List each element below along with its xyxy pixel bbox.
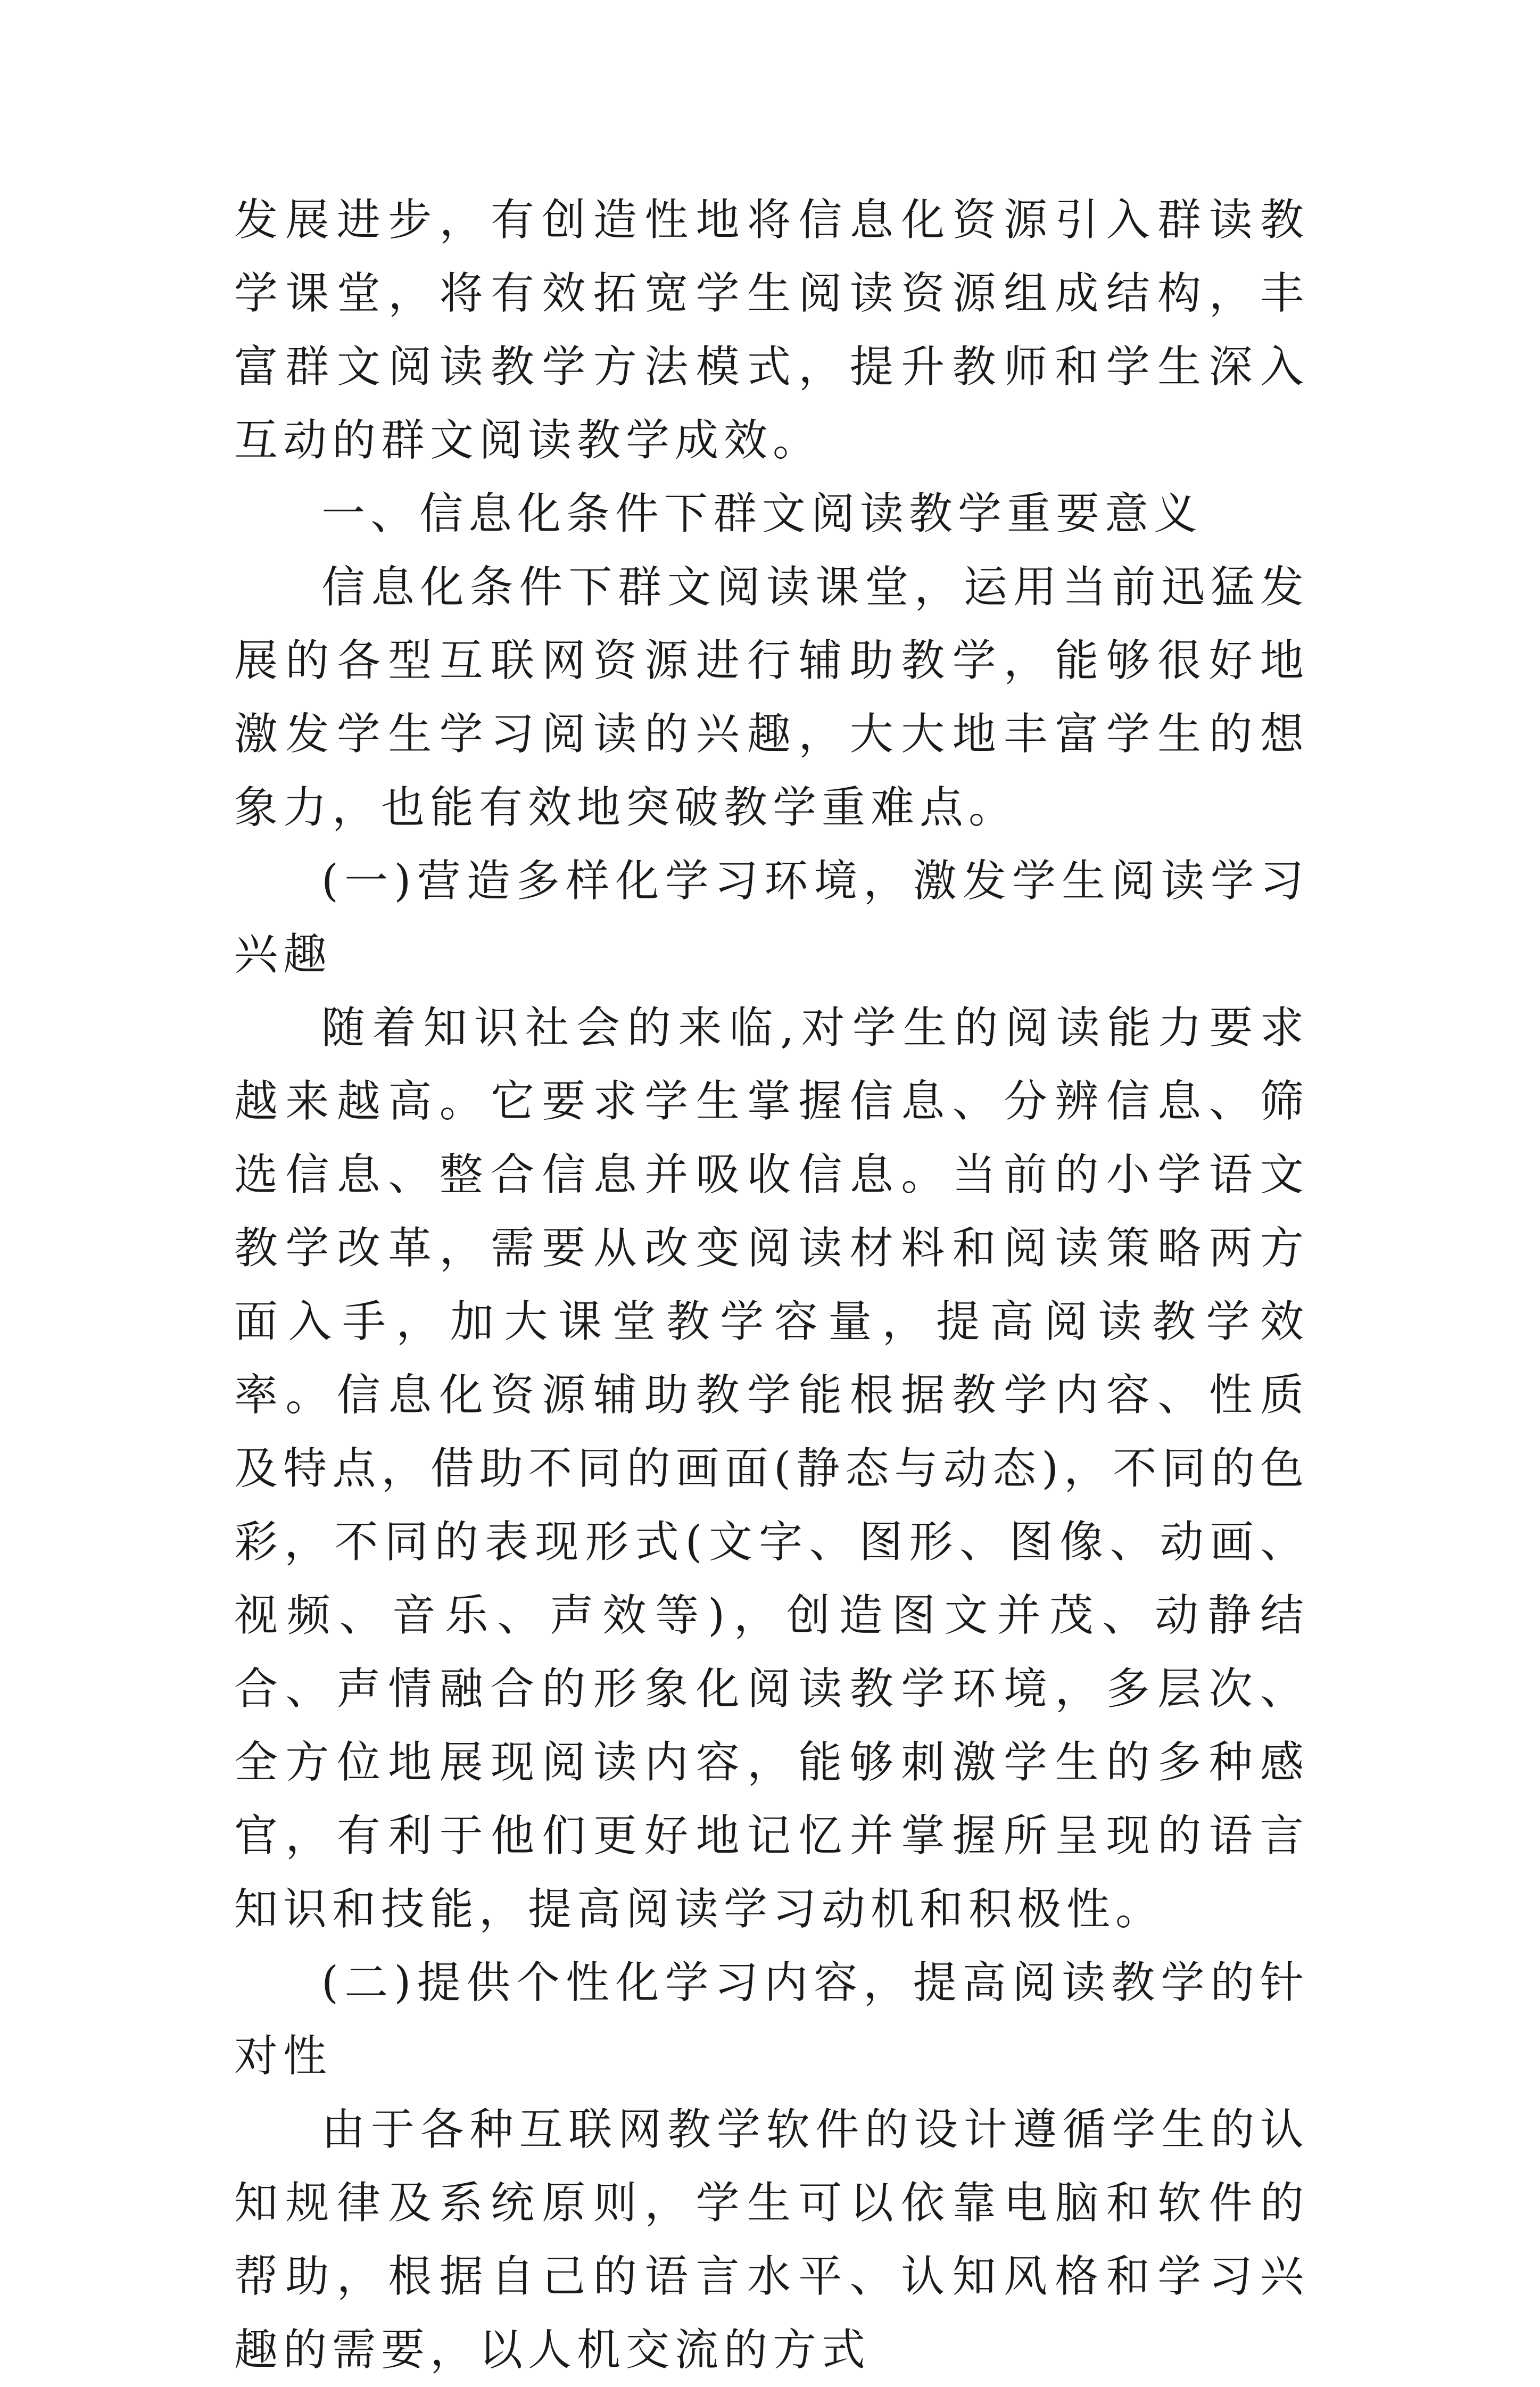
paragraph-personalized: 由于各种互联网教学软件的设计遵循学生的认知规律及系统原则，学生可以依靠电脑和软件的帮助，根据自己的语言水平、认知风格和学习兴趣的需要，以人机交流的方式 [234, 2104, 1309, 2375]
paragraph-environment: 随着知识社会的来临,对学生的阅读能力要求越来越高。它要求学生掌握信息、分辨信息、筛选信息、整合信息并吸收信息。当前的小学语文教学改革，需要从改变阅读材料和阅读策略两方面入手，加大课堂教学容量，提高阅读教学效率。信息化资源辅助教学能根据教学内容、性质及特点，借助不同的画面(静态与动态)，不同的色彩，不同的表现形式(文字、图形、图像、动画、视频、音乐、声效等)，创造图文并茂、动静结合、声情融合的形象化阅读教学环境，多层次、全方位地展现阅读内容，能够刺激学生的多种感官，有利于他们更好地记忆并掌握所呈现的语言知识和技能，提高阅读学习动机和积极性。 [234, 1003, 1309, 1935]
paragraph-continuation: 发展进步，有创造性地将信息化资源引入群读教学课堂，将有效拓宽学生阅读资源组成结构，丰富群文阅读教学方法模式，提升教师和学生深入互动的群文阅读教学成效。 [234, 195, 1309, 466]
subsection-heading-1: (一)营造多样化学习环境，激发学生阅读学习兴趣 [234, 856, 1309, 980]
document-body [234, 184, 1309, 2387]
section-heading-1: 一、信息化条件下群文阅读教学重要意义 [321, 489, 1203, 539]
subsection-heading-2: (二)提供个性化学习内容，提高阅读教学的针对性 [234, 1957, 1309, 2082]
paragraph-intro: 信息化条件下群文阅读课堂，运用当前迅猛发展的各型互联网资源进行辅助教学，能够很好地激发学生学习阅读的兴趣，大大地丰富学生的想象力，也能有效地突破教学重难点。 [234, 562, 1309, 833]
